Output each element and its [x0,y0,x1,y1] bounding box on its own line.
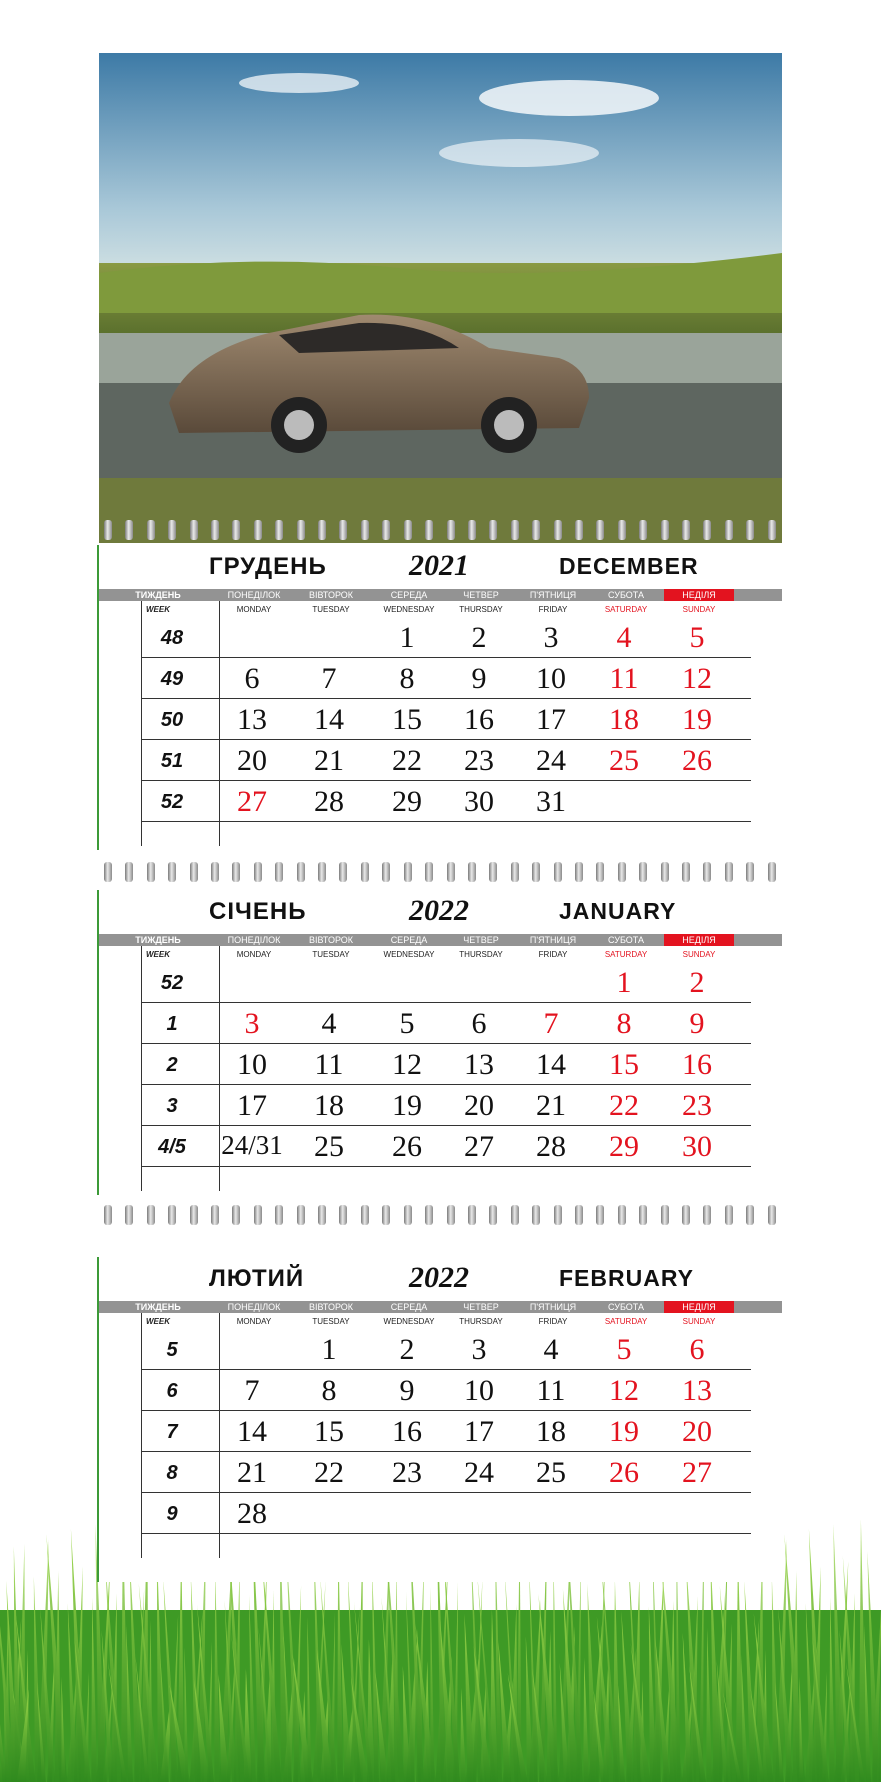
month-name-ua: ГРУДЕНЬ [209,553,327,580]
grid-line [141,780,751,781]
day-cell: 2 [471,621,487,654]
day-cell: 7 [543,1007,559,1040]
day-cell: 1 [616,966,632,999]
weekday-name: FRIDAY [538,1317,568,1326]
day-cell: 23 [682,1089,712,1122]
day-cell: 14 [237,1415,267,1448]
weekday-name: MONDAY [236,950,272,959]
day-cell: 11 [536,1374,566,1407]
day-cell: 5 [689,621,705,654]
day-cell: 11 [609,662,639,695]
day-cell: 2 [399,1333,415,1366]
grid-line [141,1451,751,1452]
weekday-header-cell: ПОНЕДІЛОК [227,590,281,600]
weekday-name: FRIDAY [538,605,568,614]
weekday-name: WEEK [146,950,170,959]
month-name-en: DECEMBER [559,553,699,579]
grid-line [141,698,751,699]
day-cell: 30 [682,1130,712,1163]
grid-line [141,1084,751,1085]
day-cell: 28 [237,1497,267,1530]
month-title-bar [99,890,782,930]
day-cell: 13 [464,1048,494,1081]
weekday-name: SATURDAY [604,605,648,614]
day-cell: 19 [392,1089,422,1122]
weekday-header-cell: ТИЖДЕНЬ [135,1302,181,1312]
day-cell: 15 [314,1415,344,1448]
grid-line [141,1410,751,1411]
grid-line [141,946,142,1191]
day-cell: 18 [536,1415,566,1448]
week-number: 1 [166,1013,178,1035]
grid-line [219,601,220,846]
day-cell: 6 [689,1333,705,1366]
weekday-header-cell: ТИЖДЕНЬ [135,590,181,600]
weekday-name: MONDAY [236,1317,272,1326]
week-number: 52 [160,791,184,813]
weekday-header [99,934,782,946]
car-photo [99,53,782,543]
day-cell: 22 [392,744,422,777]
day-cell: 28 [536,1130,566,1163]
weekday-name: SUNDAY [682,605,716,614]
day-cell: 27 [682,1456,712,1489]
frame-edge [97,1257,99,1582]
weekday-name: WEEK [146,1317,170,1326]
grid-line [141,1533,751,1534]
weekday-header-cell: ВІВТОРОК [308,935,354,945]
day-cell: 15 [392,703,422,736]
day-cell: 26 [682,744,712,777]
weekday-header-cell: СЕРЕДА [390,935,428,945]
month-name-ua: СІЧЕНЬ [209,898,307,925]
day-cell: 29 [392,785,422,818]
day-cell: 7 [321,662,337,695]
weekday-name: SATURDAY [604,950,648,959]
week-number: 49 [160,668,184,690]
day-cell: 12 [682,662,712,695]
grid-line [141,601,142,846]
day-cell: 11 [314,1048,344,1081]
weekday-name: THURSDAY [459,950,503,959]
day-cell: 18 [609,703,639,736]
day-cell: 15 [609,1048,639,1081]
day-cell: 26 [392,1130,422,1163]
grid-line [141,1002,751,1003]
day-cell: 7 [244,1374,260,1407]
day-cell: 4 [616,621,632,654]
weekday-name: WEDNESDAY [383,1317,435,1326]
day-cell: 26 [609,1456,639,1489]
day-cell: 12 [392,1048,422,1081]
year: 2021 [409,549,469,582]
day-cell: 10 [237,1048,267,1081]
weekday-header-cell: ЧЕТВЕР [463,590,499,600]
day-cell: 23 [464,744,494,777]
day-cell: 17 [237,1089,267,1122]
day-cell: 20 [682,1415,712,1448]
week-number: 6 [166,1380,178,1402]
month-name-ua: ЛЮТИЙ [209,1265,305,1292]
weekday-header [99,1301,782,1313]
day-cell: 27 [237,785,267,818]
weekday-name: TUESDAY [312,605,350,614]
day-cell: 8 [399,662,415,695]
weekday-name: MONDAY [236,605,272,614]
weekday-header-cell: ЧЕТВЕР [463,1302,499,1312]
weekday-header-cell: НЕДІЛЯ [664,1301,734,1313]
weekday-name: FRIDAY [538,950,568,959]
day-cell: 16 [682,1048,712,1081]
weekday-header-cell: СУБОТА [608,935,644,945]
week-number: 51 [160,750,184,772]
weekday-name: SUNDAY [682,1317,716,1326]
day-cell: 10 [536,662,566,695]
grid-line [141,821,751,822]
day-cell: 9 [471,662,487,695]
grid-line [141,1166,751,1167]
day-cell: 5 [616,1333,632,1366]
spiral-binding-2 [104,862,776,882]
grid-line [141,739,751,740]
week-number: 52 [160,972,184,994]
day-cell: 10 [464,1374,494,1407]
weekday-header-cell: НЕДІЛЯ [664,934,734,946]
grid-line [141,1313,142,1558]
day-cell: 18 [314,1089,344,1122]
spiral-binding-1 [104,520,776,540]
day-cell: 16 [464,703,494,736]
day-cell: 3 [244,1007,260,1040]
day-cell: 20 [464,1089,494,1122]
day-cell: 24/31 [221,1130,283,1160]
weekday-name: WEEK [146,605,170,614]
day-cell: 4 [543,1333,559,1366]
weekday-header-cell: ПОНЕДІЛОК [227,935,281,945]
day-cell: 21 [536,1089,566,1122]
day-cell: 24 [536,744,566,777]
month-title-bar [99,545,782,585]
day-cell: 3 [543,621,559,654]
weekday-header [99,589,782,601]
weekday-header-cell: П'ЯТНИЦЯ [529,1302,577,1312]
year: 2022 [409,1261,469,1294]
day-cell: 16 [392,1415,422,1448]
frame-edge [97,545,99,850]
day-cell: 13 [682,1374,712,1407]
day-cell: 25 [609,744,639,777]
week-number: 5 [166,1339,178,1361]
day-cell: 29 [609,1130,639,1163]
month-january-2022 [99,890,782,1195]
weekday-header-cell: СЕРЕДА [390,590,428,600]
grid-line [141,1492,751,1493]
grid-line [219,1313,220,1558]
weekday-name: TUESDAY [312,950,350,959]
weekday-header-cell: НЕДІЛЯ [664,589,734,601]
weekday-header-cell: СУБОТА [608,1302,644,1312]
week-number: 9 [166,1503,178,1525]
week-number: 3 [166,1095,178,1117]
weekday-name: WEDNESDAY [383,950,435,959]
weekday-header-cell: СУБОТА [608,590,644,600]
weekday-header-cell: П'ЯТНИЦЯ [529,935,577,945]
day-cell: 27 [464,1130,494,1163]
weekday-name: TUESDAY [312,1317,350,1326]
week-number: 50 [160,709,184,731]
day-cell: 21 [314,744,344,777]
weekday-header-cell: ВІВТОРОК [308,590,354,600]
weekday-header-cell: П'ЯТНИЦЯ [529,590,577,600]
day-cell: 22 [609,1089,639,1122]
day-cell: 22 [314,1456,344,1489]
week-number: 8 [166,1462,178,1484]
day-cell: 31 [536,785,566,818]
day-cell: 23 [392,1456,422,1489]
grid-line [141,1369,751,1370]
day-cell: 14 [314,703,344,736]
day-cell: 17 [536,703,566,736]
day-cell: 12 [609,1374,639,1407]
grid-line [141,657,751,658]
month-name-en: FEBRUARY [559,1265,694,1291]
weekday-name: SUNDAY [682,950,716,959]
day-cell: 9 [399,1374,415,1407]
weekday-name: THURSDAY [459,1317,503,1326]
weekday-header-cell: ПОНЕДІЛОК [227,1302,281,1312]
day-cell: 19 [609,1415,639,1448]
day-cell: 21 [237,1456,267,1489]
day-cell: 1 [399,621,415,654]
day-cell: 2 [689,966,705,999]
day-cell: 30 [464,785,494,818]
day-cell: 8 [321,1374,337,1407]
weekday-header-cell: СЕРЕДА [390,1302,428,1312]
month-name-en: JANUARY [559,898,677,924]
day-cell: 17 [464,1415,494,1448]
grid-line [141,1043,751,1044]
day-cell: 9 [689,1007,705,1040]
weekday-header-cell: ТИЖДЕНЬ [135,935,181,945]
day-cell: 19 [682,703,712,736]
day-cell: 13 [237,703,267,736]
frame-edge [97,890,99,1195]
month-february-2022 [99,1257,782,1582]
day-cell: 20 [237,744,267,777]
spiral-binding-3 [104,1205,776,1225]
day-cell: 5 [399,1007,415,1040]
weekday-name: SATURDAY [604,1317,648,1326]
day-cell: 6 [471,1007,487,1040]
day-cell: 4 [321,1007,337,1040]
grid-line [141,1125,751,1126]
day-cell: 3 [471,1333,487,1366]
weekday-header-cell: ВІВТОРОК [308,1302,354,1312]
day-cell: 14 [536,1048,566,1081]
day-cell: 28 [314,785,344,818]
month-december-2021 [99,545,782,850]
day-cell: 8 [616,1007,632,1040]
day-cell: 25 [314,1130,344,1163]
day-cell: 24 [464,1456,494,1489]
day-cell: 1 [321,1333,337,1366]
day-cell: 25 [536,1456,566,1489]
weekday-name: WEDNESDAY [383,605,435,614]
month-title-bar [99,1257,782,1297]
year: 2022 [409,894,469,927]
weekday-header-cell: ЧЕТВЕР [463,935,499,945]
week-number: 7 [166,1421,178,1443]
weekday-name: THURSDAY [459,605,503,614]
week-number: 2 [166,1054,178,1076]
week-number: 4/5 [158,1136,186,1158]
day-cell: 6 [244,662,260,695]
week-number: 48 [160,627,184,649]
